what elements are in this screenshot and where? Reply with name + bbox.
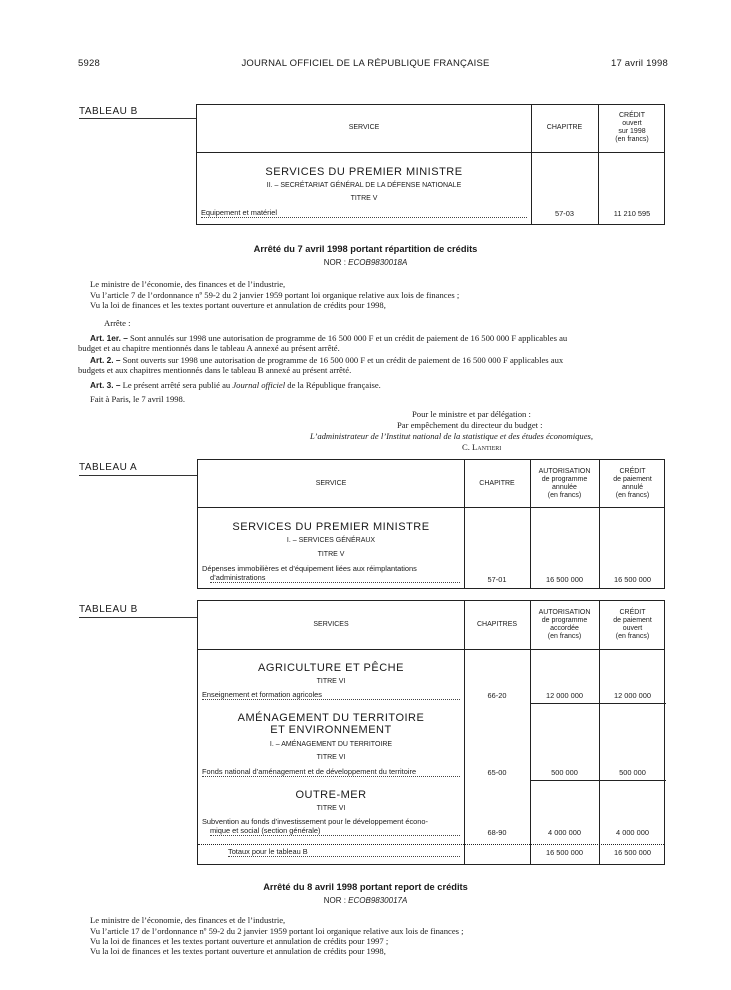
row-credit: 500 000 (619, 768, 646, 777)
signature-line: Pour le ministre et par délégation : (412, 409, 531, 419)
row-chapitre: 66-20 (487, 691, 507, 700)
article-2: Art. 2. – Sont ouverts sur 1998 une autorisation de programme de 16 500 000 F et un crédit de paiement de 16 500 000 F applicables aux (90, 355, 564, 365)
issue-date: 17 avril 1998 (611, 58, 668, 69)
row-label: Dépenses immobilières et d’équipement liées aux réimplantations (202, 564, 417, 573)
row-label: Fonds national d’aménagement et de développement du territoire (202, 767, 460, 777)
titre-label: TITRE V (317, 551, 345, 558)
row-label: Subvention au fonds d’investissement pour le développement écono- (202, 817, 428, 826)
section-subtitle: II. – SECRÉTARIAT GÉNÉRAL DE LA DÉFENSE NATIONALE (266, 182, 462, 189)
visa-line: Le ministre de l’économie, des finances et de l’industrie, (90, 915, 286, 925)
col-header-chapitres: CHAPITRES (476, 621, 518, 628)
row-credit: 4 000 000 (616, 828, 649, 837)
titre-label: TITRE V (350, 195, 378, 202)
row-credit: 12 000 000 (614, 691, 651, 700)
col-header-credit: CRÉDIT de paiement annulé (en francs) (613, 468, 652, 499)
article-1-cont: budget et au chapitre mentionnés dans le tableau A annexé au présent arrêté. (78, 343, 340, 353)
total-credit: 16 500 000 (614, 848, 651, 857)
signature-line: Par empêchement du directeur du budget : (397, 420, 543, 430)
row-chapitre: 65-00 (487, 768, 507, 777)
row-autorisation: 16 500 000 (546, 575, 583, 584)
credit-table-b1 (196, 104, 665, 225)
section-title-cont: ET ENVIRONNEMENT (270, 724, 392, 736)
visa-line: Vu la loi de finances et les textes portant ouverture et annulation de crédits pour 1997 ; (90, 936, 389, 946)
section-title: SERVICES DU PREMIER MINISTRE (265, 166, 463, 178)
totals-label: Totaux pour le tableau B (228, 847, 460, 857)
signatory-name: C. Lantieri (462, 442, 502, 452)
row-autorisation: 12 000 000 (546, 691, 583, 700)
titre-label: TITRE VI (316, 678, 346, 685)
article-2-cont: budgets et aux chapitres mentionnés dans le tableau B annexé au présent arrêté. (78, 365, 352, 375)
visa-line: Vu la loi de finances et les textes portant ouverture et annulation de crédits pour 1998, (90, 300, 386, 310)
col-header-chapitre: CHAPITRE (479, 480, 515, 487)
row-label: Enseignement et formation agricoles (202, 690, 460, 700)
arrete-word: Arrête : (104, 318, 131, 328)
row-autorisation: 4 000 000 (548, 828, 581, 837)
section-subtitle: I. – SERVICES GÉNÉRAUX (286, 537, 376, 544)
nor-reference: NOR : ECOB9830018A (323, 258, 408, 267)
article-1: Art. 1er. – Sont annulés sur 1998 une autorisation de programme de 16 500 000 F et un crédit de paiement de 16 500 000 F applicables au (90, 333, 568, 343)
section-title: SERVICES DU PREMIER MINISTRE (232, 521, 430, 533)
titre-label: TITRE VI (316, 754, 346, 761)
section-title: AGRICULTURE ET PÊCHE (258, 662, 404, 674)
col-header-autorisation: AUTORISATION de programme annulée (en francs) (538, 468, 591, 499)
tableau-label: TABLEAU B (79, 106, 138, 117)
col-header-service: SERVICE (348, 124, 380, 131)
credit-table-b2 (197, 600, 665, 865)
tableau-label: TABLEAU B (79, 604, 138, 615)
col-header-services: SERVICES (313, 621, 349, 628)
total-autorisation: 16 500 000 (546, 848, 583, 857)
fait-a-paris: Fait à Paris, le 7 avril 1998. (90, 394, 185, 404)
page-number: 5928 (78, 58, 100, 69)
row-label-cont: d’administrations (210, 573, 460, 583)
nor-reference: NOR : ECOB9830017A (323, 896, 408, 905)
credit-table-a (197, 459, 665, 589)
col-header-autorisation: AUTORISATION de programme accordée (en francs) (538, 609, 591, 640)
section-title: OUTRE-MER (295, 789, 367, 801)
row-chapitre: 68-90 (487, 828, 507, 837)
tableau-underline (79, 617, 197, 618)
section-title: AMÉNAGEMENT DU TERRITOIRE (237, 712, 425, 724)
col-header-chapitre: CHAPITRE (546, 124, 583, 131)
row-credit: 16 500 000 (614, 575, 651, 584)
titre-label: TITRE VI (316, 805, 346, 812)
visa-line: Vu la loi de finances et les textes portant ouverture et annulation de crédits pour 1998, (90, 946, 386, 956)
row-autorisation: 500 000 (551, 768, 578, 777)
visa-line: Le ministre de l’économie, des finances et de l’industrie, (90, 279, 286, 289)
col-header-service: SERVICE (315, 480, 347, 487)
arrete-title: Arrêté du 7 avril 1998 portant répartition de crédits (253, 244, 478, 254)
visa-line: Vu l’article 7 de l’ordonnance nº 59-2 du 2 janvier 1959 portant loi organique relative aux lois de finances ; (90, 290, 460, 300)
row-label-cont: mique et social (section générale) (210, 826, 460, 836)
col-header-credit: CRÉDIT ouvert sur 1998 (en francs) (615, 112, 649, 143)
tableau-underline (79, 475, 197, 476)
tableau-label: TABLEAU A (79, 462, 138, 473)
row-label: Equipement et matériel (201, 208, 527, 218)
row-credit: 11 210 595 (613, 209, 651, 218)
section-subtitle: I. – AMÉNAGEMENT DU TERRITOIRE (269, 741, 393, 748)
col-header-credit: CRÉDIT de paiement ouvert (en francs) (613, 609, 652, 640)
arrete-title: Arrêté du 8 avril 1998 portant report de crédits (263, 882, 468, 892)
row-chapitre: 57-01 (487, 575, 507, 584)
article-3: Art. 3. – Le présent arrêté sera publié au Journal officiel de la République française. (90, 380, 381, 390)
signature-line: L’administrateur de l’Institut national de la statistique et des études économiques, (310, 431, 594, 441)
row-chapitre: 57-03 (555, 209, 574, 218)
tableau-underline (79, 118, 196, 119)
visa-line: Vu l’article 17 de l’ordonnance nº 59-2 du 2 janvier 1959 portant loi organique relative aux lois de finances ; (90, 926, 464, 936)
journal-title: JOURNAL OFFICIEL DE LA RÉPUBLIQUE FRANÇAISE (241, 58, 490, 69)
